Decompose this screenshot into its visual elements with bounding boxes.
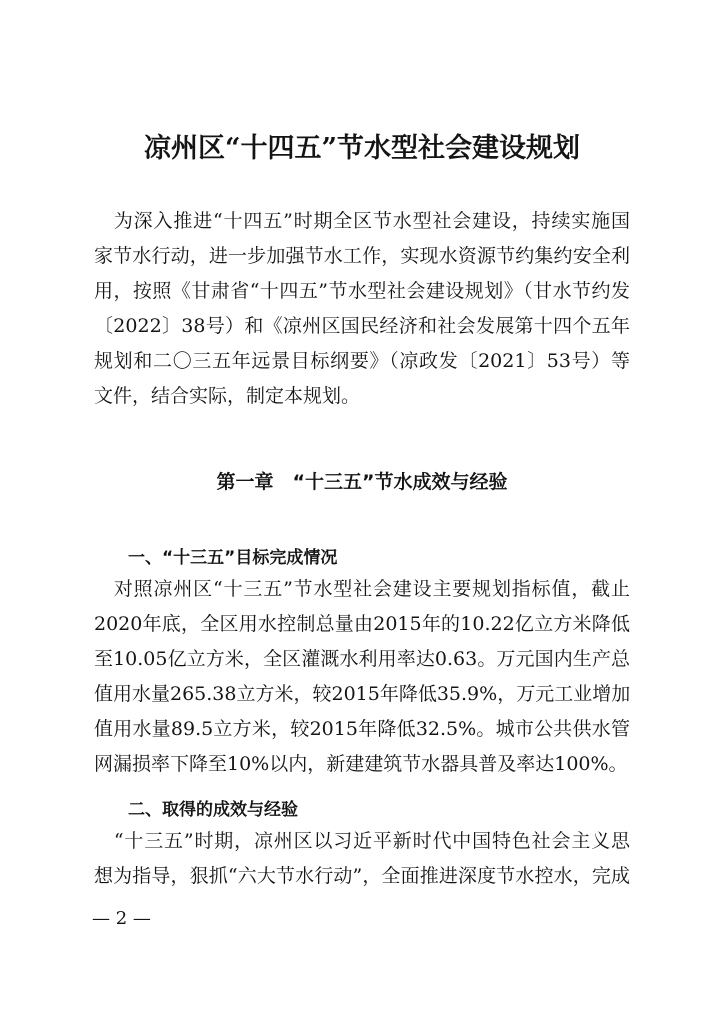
document-title: 凉州区“十四五”节水型社会建设规划 [143,133,581,164]
chapter-heading: 第一章 “十三五”节水成效与经验 [216,471,508,493]
section-heading-1: 一、“十三五”目标完成情况 [128,548,338,568]
section1-line-3: 至10.05亿立方米，全区灌溉水利用率达0.63。万元国内生产总 [94,648,630,670]
intro-line-4: 〔2022〕38号）和《凉州区国民经济和社会发展第十四个五年 [94,315,630,337]
intro-paragraph [94,204,630,414]
section1-line-5: 值用水量89.5立方米，较2015年降低32.5%。城市公共供水管 [94,718,630,740]
section2-line-1: “十三五”时期，凉州区以习近平新时代中国特色社会主义思 [94,830,630,852]
section1-line-4: 值用水量265.38立方米，较2015年降低35.9%，万元工业增加 [94,683,631,705]
intro-line-5: 规划和二〇三五年远景目标纲要》（凉政发〔2021〕53号）等 [94,350,630,372]
intro-line-2: 家节水行动，进一步加强节水工作，实现水资源节约集约安全利 [94,245,630,267]
section1-line-6: 网漏损率下降至10%以内，新建建筑节水器具普及率达100%。 [94,753,628,775]
section1-line-1: 对照凉州区“十三五”节水型社会建设主要规划指标值，截止 [94,578,630,600]
section1-line-2: 2020年底，全区用水控制总量由2015年的10.22亿立方米降低 [94,613,630,635]
section2-line-2: 想为指导，狠抓“六大节水行动”，全面推进深度节水控水，完成 [94,865,630,887]
page-number: — 2 — [92,908,151,929]
section2-paragraph [94,824,630,894]
section-heading-2: 二、取得的成效与经验 [128,800,298,820]
section1-paragraph [94,572,630,782]
intro-line-6: 文件，结合实际，制定本规划。 [94,385,361,407]
intro-line-1: 为深入推进“十四五”时期全区节水型社会建设，持续实施国 [94,210,630,232]
intro-line-3: 用，按照《甘肃省“十四五”节水型社会建设规划》（甘水节约发 [94,280,630,302]
